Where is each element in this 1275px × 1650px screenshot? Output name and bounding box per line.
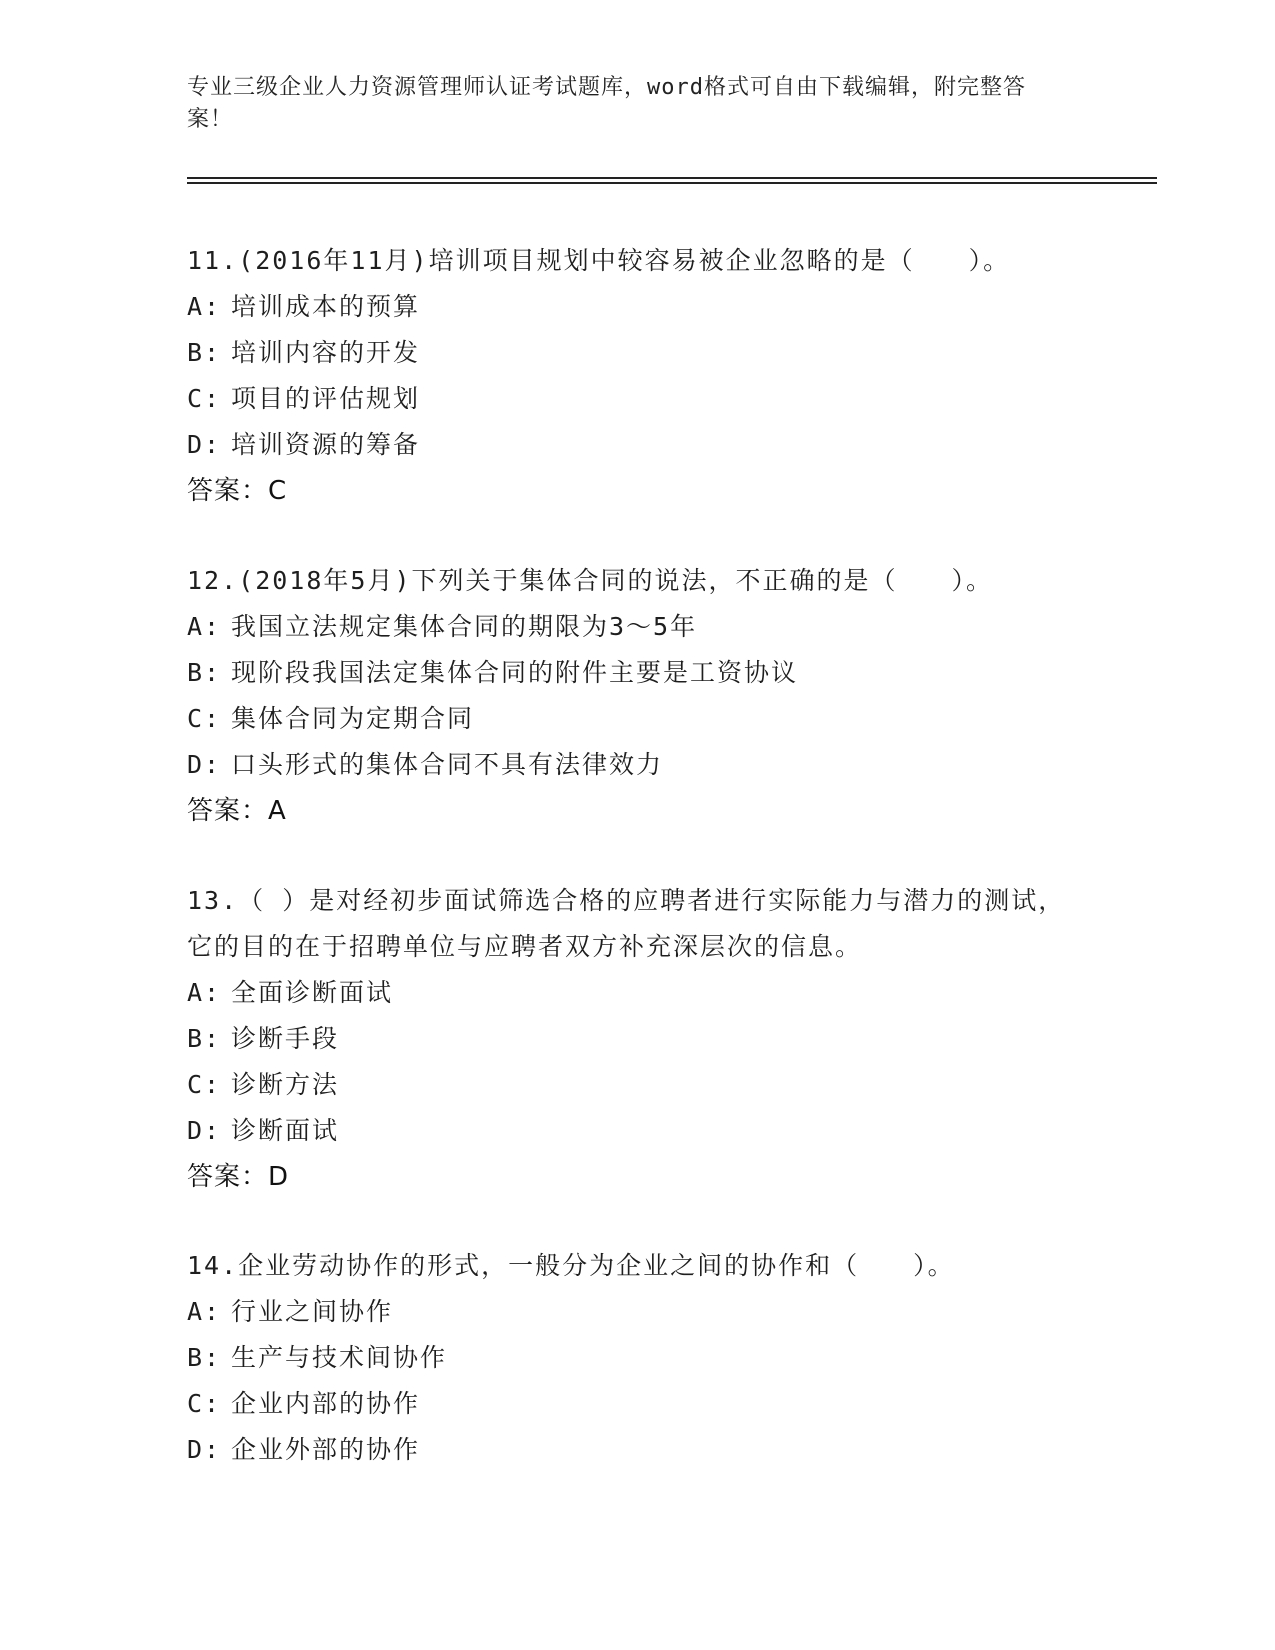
question-11	[187, 238, 1067, 514]
answer-line: 答案：C	[187, 476, 288, 506]
option-key: D:	[187, 1116, 222, 1145]
option-key: B:	[187, 1024, 222, 1053]
answer-line: 答案：D	[187, 1162, 290, 1192]
option-text: 我国立法规定集体合同的期限为3～5年	[231, 612, 698, 641]
option-b	[187, 330, 1067, 376]
option-key: A:	[187, 612, 222, 641]
option-a	[187, 604, 1067, 650]
option-text: 企业外部的协作	[231, 1435, 421, 1464]
option-d	[187, 1427, 1067, 1473]
option-key: A:	[187, 978, 222, 1007]
header-divider-bottom	[187, 182, 1157, 184]
option-key: D:	[187, 430, 222, 459]
option-d	[187, 1108, 1067, 1154]
option-a	[187, 284, 1067, 330]
option-text: 诊断方法	[231, 1070, 340, 1099]
question-stem: 14.企业劳动协作的形式，一般分为企业之间的协作和（ ）。	[187, 1251, 955, 1280]
option-a	[187, 1289, 1067, 1335]
header-divider-top	[187, 177, 1157, 179]
option-text: 集体合同为定期合同	[231, 704, 475, 733]
option-key: A:	[187, 1297, 222, 1326]
question-stem: 13.（ ）是对经初步面试筛选合格的应聘者进行实际能力与潜力的测试，它的目的在于招聘单位与应聘者双方补充深层次的信息。	[187, 886, 1066, 961]
option-key: C:	[187, 704, 222, 733]
answer-line: 答案：A	[187, 796, 287, 826]
option-c	[187, 1381, 1067, 1427]
question-stem: 11.(2016年11月)培训项目规划中较容易被企业忽略的是（ ）。	[187, 246, 1011, 275]
option-text: 项目的评估规划	[231, 384, 421, 413]
option-key: D:	[187, 1435, 222, 1464]
question-13	[187, 878, 1067, 1200]
option-b	[187, 650, 1067, 696]
option-c	[187, 1062, 1067, 1108]
option-text: 培训资源的筹备	[231, 430, 421, 459]
option-text: 企业内部的协作	[231, 1389, 421, 1418]
option-key: C:	[187, 384, 222, 413]
option-d	[187, 742, 1067, 788]
option-text: 培训内容的开发	[231, 338, 421, 367]
option-text: 培训成本的预算	[231, 292, 421, 321]
option-text: 现阶段我国法定集体合同的附件主要是工资协议	[231, 658, 799, 687]
option-key: D:	[187, 750, 222, 779]
option-d	[187, 422, 1067, 468]
option-text: 行业之间协作	[231, 1297, 394, 1326]
option-text: 全面诊断面试	[231, 978, 394, 1007]
option-key: A:	[187, 292, 222, 321]
option-key: B:	[187, 1343, 222, 1372]
option-key: C:	[187, 1389, 222, 1418]
option-text: 诊断面试	[231, 1116, 340, 1145]
option-text: 生产与技术间协作	[231, 1343, 448, 1372]
option-key: B:	[187, 658, 222, 687]
option-text: 口头形式的集体合同不具有法律效力	[231, 750, 664, 779]
question-12	[187, 558, 1067, 834]
header-intro-text: 专业三级企业人力资源管理师认证考试题库，word格式可自由下载编辑，附完整答案！	[187, 75, 1026, 132]
document-header	[187, 72, 1067, 136]
option-key: C:	[187, 1070, 222, 1099]
option-c	[187, 696, 1067, 742]
option-c	[187, 376, 1067, 422]
option-b	[187, 1335, 1067, 1381]
option-a	[187, 970, 1067, 1016]
option-b	[187, 1016, 1067, 1062]
question-stem: 12.(2018年5月)下列关于集体合同的说法，不正确的是（ ）。	[187, 566, 994, 595]
option-text: 诊断手段	[231, 1024, 340, 1053]
question-14	[187, 1243, 1067, 1473]
option-key: B:	[187, 338, 222, 367]
